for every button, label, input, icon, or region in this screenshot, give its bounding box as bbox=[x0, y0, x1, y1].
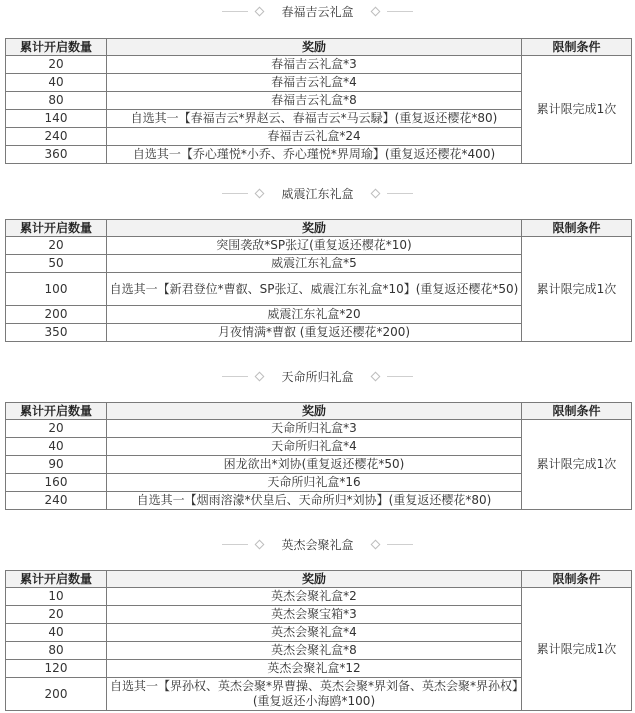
header-count: 累计开启数量 bbox=[6, 403, 107, 420]
reward-cell: 春福吉云礼盒*8 bbox=[107, 92, 522, 110]
reward-cell: 英杰会聚礼盒*4 bbox=[107, 624, 522, 642]
reward-cell: 自选其一【界孙权、英杰会聚*界曹操、英杰会聚*界刘备、英杰会聚*界孙权】(重复返还小海鸥*100) bbox=[107, 678, 522, 711]
title-line-right bbox=[387, 11, 413, 12]
limit-cell: 累计限完成1次 bbox=[522, 237, 632, 342]
reward-cell: 自选其一【乔心瑾悦*小乔、乔心瑾悦*界周瑜】(重复返还樱花*400) bbox=[107, 146, 522, 164]
limit-cell: 累计限完成1次 bbox=[522, 588, 632, 711]
count-cell: 50 bbox=[6, 255, 107, 273]
section-title-text: 威震江东礼盒 bbox=[281, 186, 354, 201]
count-cell: 120 bbox=[6, 660, 107, 678]
header-count: 累计开启数量 bbox=[6, 220, 107, 237]
count-cell: 200 bbox=[6, 678, 107, 711]
count-cell: 80 bbox=[6, 92, 107, 110]
table-row bbox=[6, 588, 632, 606]
table-header-row bbox=[6, 39, 632, 56]
diamond-ornament-icon bbox=[255, 188, 265, 198]
limit-cell: 累计限完成1次 bbox=[522, 420, 632, 510]
header-limit: 限制条件 bbox=[522, 220, 632, 237]
title-line-left bbox=[222, 11, 248, 12]
table-row bbox=[6, 237, 632, 255]
diamond-ornament-icon bbox=[370, 539, 380, 549]
reward-cell: 威震江东礼盒*20 bbox=[107, 306, 522, 324]
header-reward: 奖励 bbox=[107, 403, 522, 420]
header-count: 累计开启数量 bbox=[6, 39, 107, 56]
table-row bbox=[6, 420, 632, 438]
reward-cell: 英杰会聚礼盒*8 bbox=[107, 642, 522, 660]
section-title-text: 春福吉云礼盒 bbox=[281, 4, 354, 19]
count-cell: 10 bbox=[6, 588, 107, 606]
count-cell: 240 bbox=[6, 492, 107, 510]
section-title-4 bbox=[0, 533, 635, 555]
count-cell: 100 bbox=[6, 273, 107, 306]
reward-cell: 英杰会聚宝箱*3 bbox=[107, 606, 522, 624]
reward-table-4 bbox=[5, 570, 632, 711]
reward-cell: 威震江东礼盒*5 bbox=[107, 255, 522, 273]
title-line-left bbox=[222, 544, 248, 545]
section-title-3 bbox=[0, 365, 635, 387]
reward-cell: 英杰会聚礼盒*2 bbox=[107, 588, 522, 606]
title-line-left bbox=[222, 193, 248, 194]
count-cell: 240 bbox=[6, 128, 107, 146]
reward-cell: 春福吉云礼盒*24 bbox=[107, 128, 522, 146]
reward-cell: 自选其一【春福吉云*界赵云、春福吉云*马云騄】(重复返还樱花*80) bbox=[107, 110, 522, 128]
reward-cell: 英杰会聚礼盒*12 bbox=[107, 660, 522, 678]
count-cell: 360 bbox=[6, 146, 107, 164]
reward-table-1 bbox=[5, 38, 632, 164]
table-row bbox=[6, 56, 632, 74]
section-title-1 bbox=[0, 0, 635, 22]
title-line-right bbox=[387, 544, 413, 545]
header-limit: 限制条件 bbox=[522, 39, 632, 56]
count-cell: 20 bbox=[6, 606, 107, 624]
reward-table-2 bbox=[5, 219, 632, 342]
section-title-text: 英杰会聚礼盒 bbox=[281, 537, 354, 552]
reward-cell: 春福吉云礼盒*3 bbox=[107, 56, 522, 74]
header-count: 累计开启数量 bbox=[6, 571, 107, 588]
reward-cell: 困龙欲出*刘协(重复返还樱花*50) bbox=[107, 456, 522, 474]
diamond-ornament-icon bbox=[255, 539, 265, 549]
reward-cell: 春福吉云礼盒*4 bbox=[107, 74, 522, 92]
count-cell: 160 bbox=[6, 474, 107, 492]
diamond-ornament-icon bbox=[255, 371, 265, 381]
count-cell: 80 bbox=[6, 642, 107, 660]
limit-cell: 累计限完成1次 bbox=[522, 56, 632, 164]
header-reward: 奖励 bbox=[107, 571, 522, 588]
header-limit: 限制条件 bbox=[522, 403, 632, 420]
count-cell: 350 bbox=[6, 324, 107, 342]
reward-cell: 突围袭敌*SP张辽(重复返还樱花*10) bbox=[107, 237, 522, 255]
reward-cell: 天命所归礼盒*3 bbox=[107, 420, 522, 438]
header-limit: 限制条件 bbox=[522, 571, 632, 588]
title-line-right bbox=[387, 376, 413, 377]
diamond-ornament-icon bbox=[370, 371, 380, 381]
table-header-row bbox=[6, 403, 632, 420]
header-reward: 奖励 bbox=[107, 39, 522, 56]
reward-cell: 天命所归礼盒*16 bbox=[107, 474, 522, 492]
count-cell: 200 bbox=[6, 306, 107, 324]
table-header-row bbox=[6, 571, 632, 588]
count-cell: 40 bbox=[6, 438, 107, 456]
diamond-ornament-icon bbox=[255, 6, 265, 16]
count-cell: 90 bbox=[6, 456, 107, 474]
count-cell: 20 bbox=[6, 56, 107, 74]
count-cell: 40 bbox=[6, 74, 107, 92]
header-reward: 奖励 bbox=[107, 220, 522, 237]
reward-table-3 bbox=[5, 402, 632, 510]
reward-cell: 月夜情满*曹叡 (重复返还樱花*200) bbox=[107, 324, 522, 342]
title-line-right bbox=[387, 193, 413, 194]
count-cell: 40 bbox=[6, 624, 107, 642]
reward-cell: 自选其一【新君登位*曹叡、SP张辽、威震江东礼盒*10】(重复返还樱花*50) bbox=[107, 273, 522, 306]
diamond-ornament-icon bbox=[370, 188, 380, 198]
section-title-2 bbox=[0, 182, 635, 204]
count-cell: 20 bbox=[6, 237, 107, 255]
count-cell: 140 bbox=[6, 110, 107, 128]
table-header-row bbox=[6, 220, 632, 237]
title-line-left bbox=[222, 376, 248, 377]
reward-cell: 自选其一【烟雨溶濛*伏皇后、天命所归*刘协】(重复返还樱花*80) bbox=[107, 492, 522, 510]
diamond-ornament-icon bbox=[370, 6, 380, 16]
count-cell: 20 bbox=[6, 420, 107, 438]
section-title-text: 天命所归礼盒 bbox=[281, 369, 354, 384]
reward-cell: 天命所归礼盒*4 bbox=[107, 438, 522, 456]
